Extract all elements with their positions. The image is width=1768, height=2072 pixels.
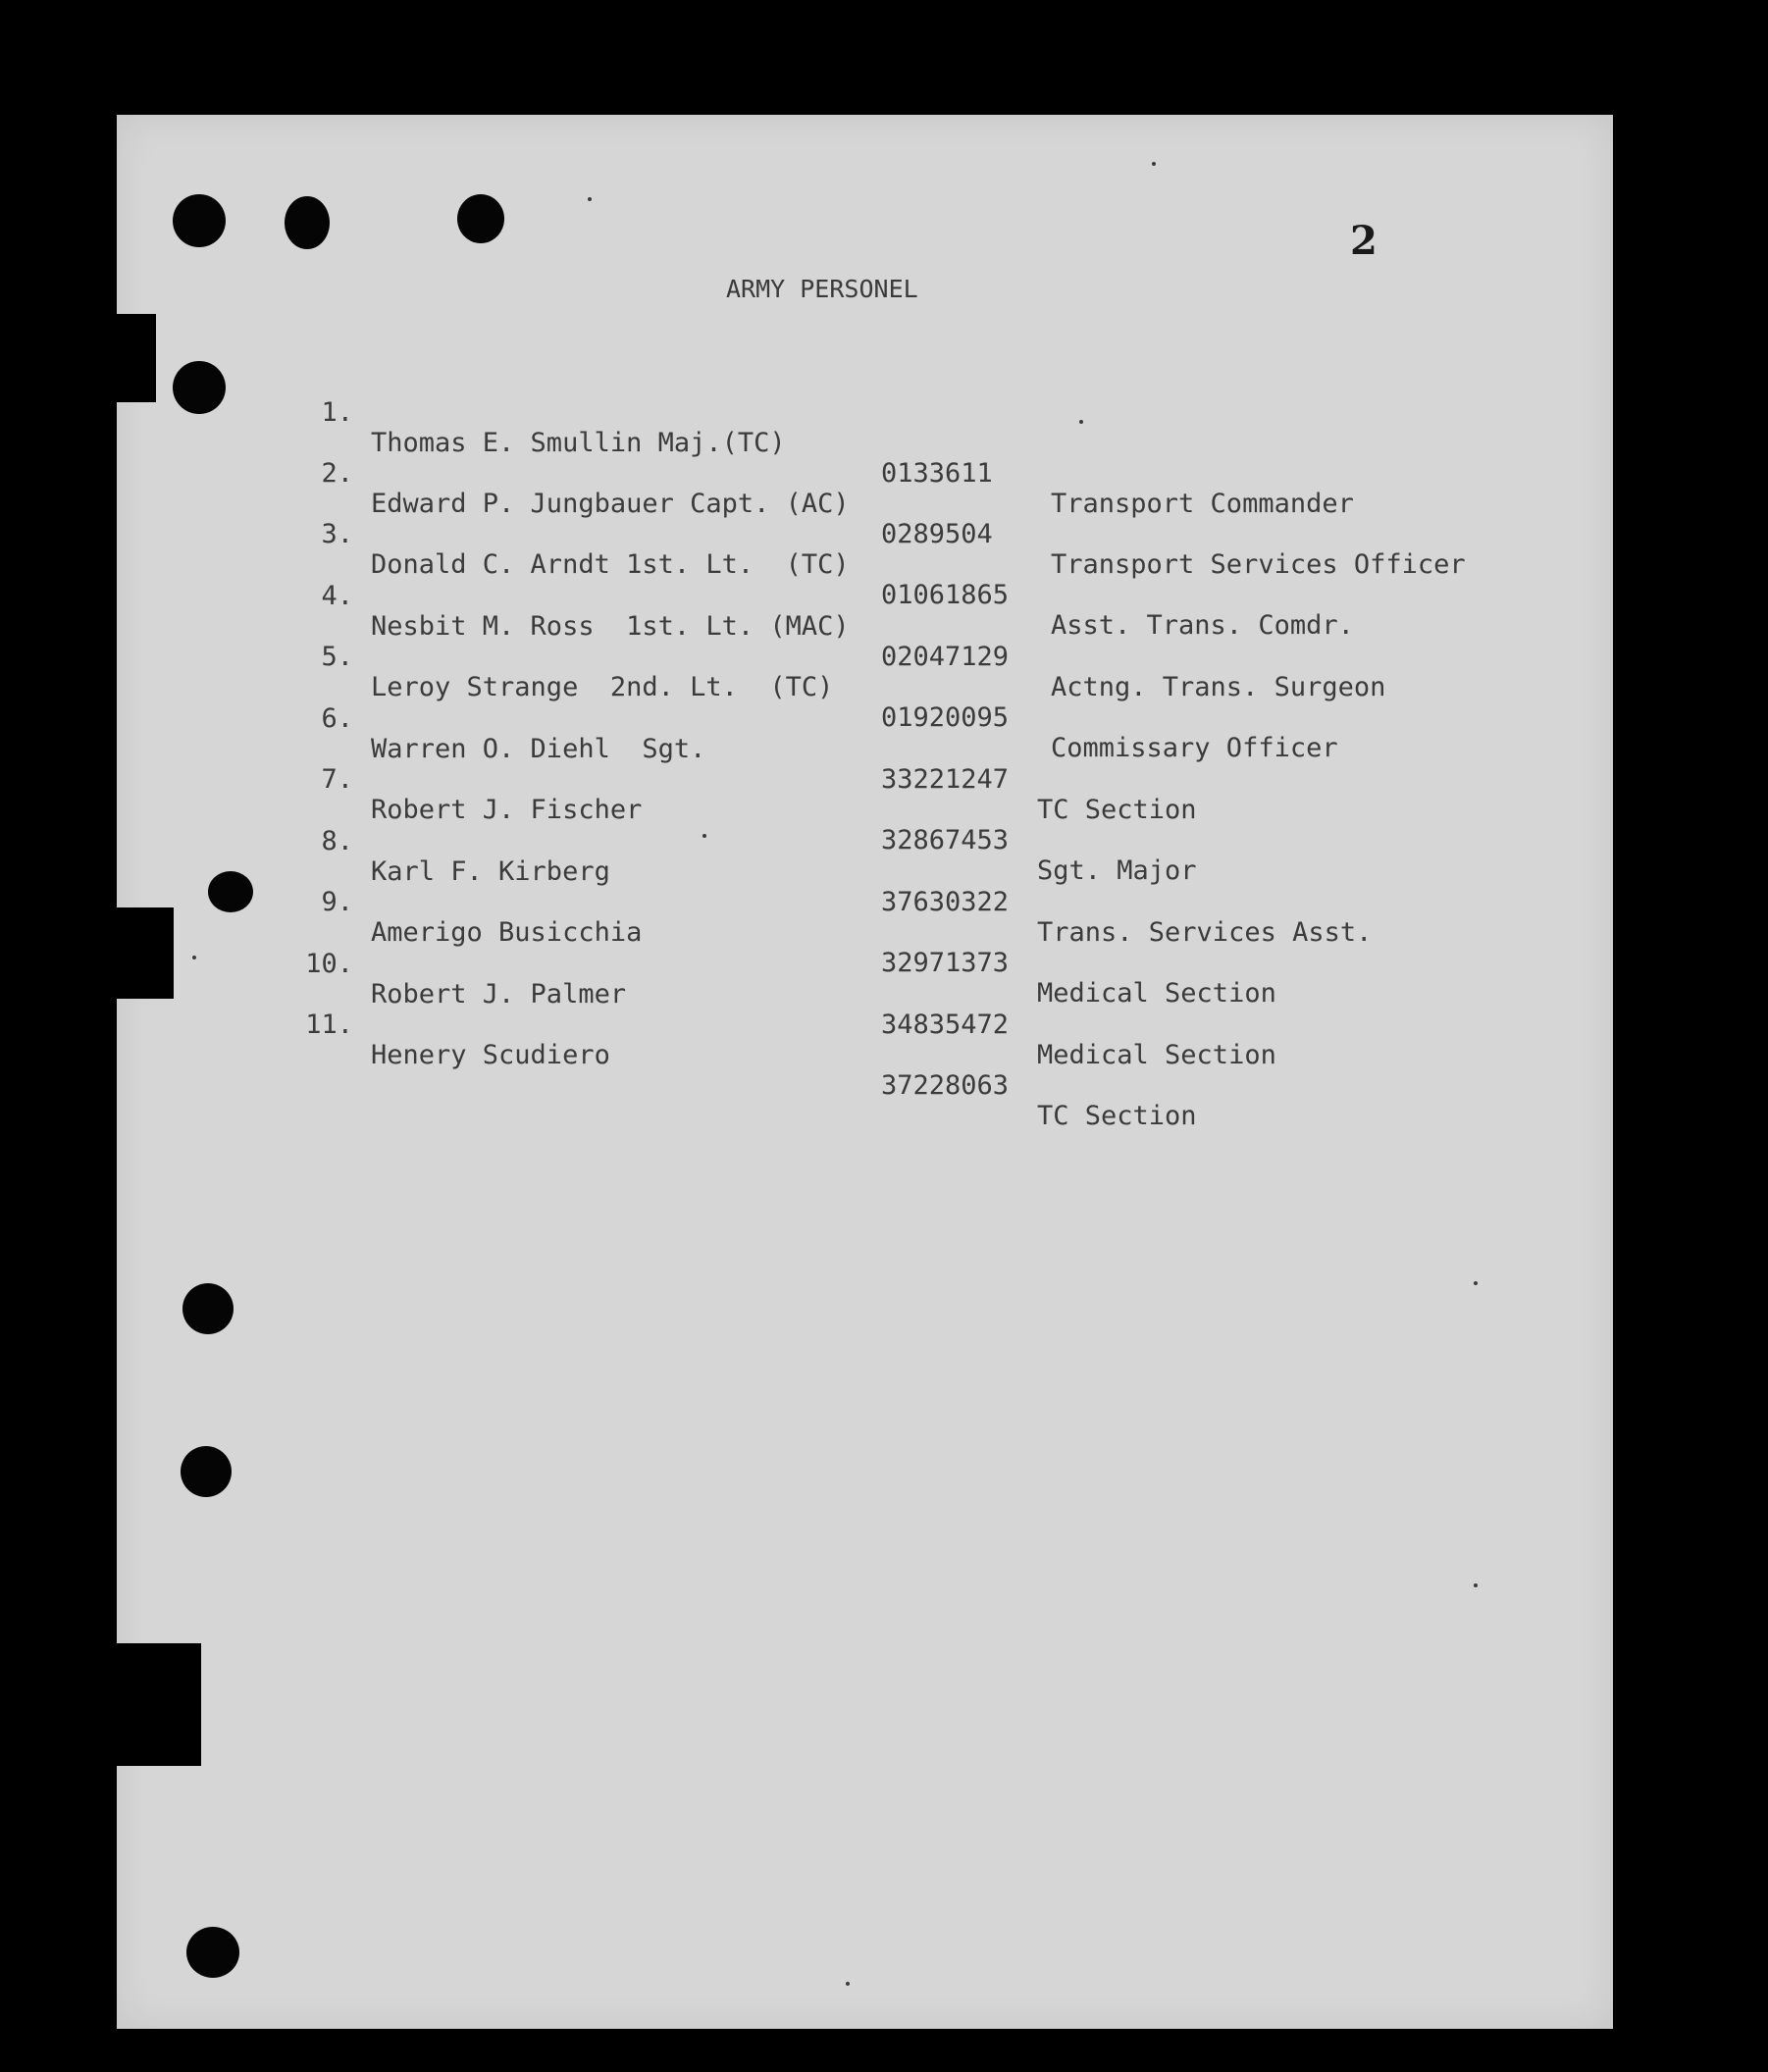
roster-duty: Medical Section — [1037, 978, 1276, 1009]
roster-duty: Actng. Trans. Surgeon — [1051, 672, 1386, 702]
roster-duty: Sgt. Major — [1037, 855, 1197, 886]
roster-duty: Transport Commander — [1051, 489, 1354, 519]
roster-duty: Medical Section — [1037, 1040, 1276, 1070]
roster-number: 2. — [321, 458, 353, 489]
roster-serial: 01920095 — [881, 702, 1010, 733]
roster-number: 10. — [305, 949, 353, 979]
roster-number: 7. — [321, 764, 353, 795]
roster-number: 4. — [321, 581, 353, 611]
roster-serial: 32971373 — [881, 948, 1010, 978]
roster-name: Leroy Strange 2nd. Lt. (TC) — [371, 672, 834, 702]
roster-number: 8. — [321, 826, 353, 856]
roster-serial: 37228063 — [881, 1070, 1010, 1101]
roster-name: Robert J. Palmer — [371, 979, 627, 1010]
roster-name: Thomas E. Smullin Maj.(TC) — [371, 428, 786, 458]
roster-number: 6. — [321, 703, 353, 734]
roster-name: Karl F. Kirberg — [371, 856, 610, 887]
roster-name: Amerigo Busicchia — [371, 917, 643, 948]
roster-serial: 34835472 — [881, 1010, 1010, 1040]
roster-duty: TC Section — [1037, 795, 1197, 825]
roster-serial: 37630322 — [881, 887, 1010, 917]
roster-serial: 0289504 — [881, 519, 993, 549]
page-number: 2 — [1350, 218, 1378, 264]
roster-duty: Transport Services Officer — [1051, 549, 1466, 580]
roster-serial: 32867453 — [881, 825, 1010, 855]
roster-duty: Asst. Trans. Comdr. — [1051, 610, 1354, 641]
roster-name: Donald C. Arndt 1st. Lt. (TC) — [371, 549, 850, 580]
roster-serial: 33221247 — [881, 764, 1010, 795]
roster-duty: TC Section — [1037, 1101, 1197, 1131]
roster-number: 3. — [321, 519, 353, 549]
roster-number: 1. — [321, 397, 353, 428]
roster-serial: 0133611 — [881, 458, 993, 489]
roster-number: 5. — [321, 642, 353, 672]
document-title: ARMY PERSONEL — [726, 275, 918, 303]
roster-name: Robert J. Fischer — [371, 795, 643, 825]
roster-name: Warren O. Diehl Sgt. — [371, 734, 706, 764]
roster-duty: Trans. Services Asst. — [1037, 917, 1373, 948]
roster-name: Nesbit M. Ross 1st. Lt. (MAC) — [371, 611, 850, 642]
roster-number: 9. — [321, 887, 353, 917]
roster-duty: Commissary Officer — [1051, 733, 1338, 763]
roster-name: Edward P. Jungbauer Capt. (AC) — [371, 489, 850, 519]
roster-number: 11. — [305, 1010, 353, 1040]
roster-serial: 01061865 — [881, 580, 1010, 610]
roster-name: Henery Scudiero — [371, 1040, 610, 1070]
roster-serial: 02047129 — [881, 642, 1010, 672]
